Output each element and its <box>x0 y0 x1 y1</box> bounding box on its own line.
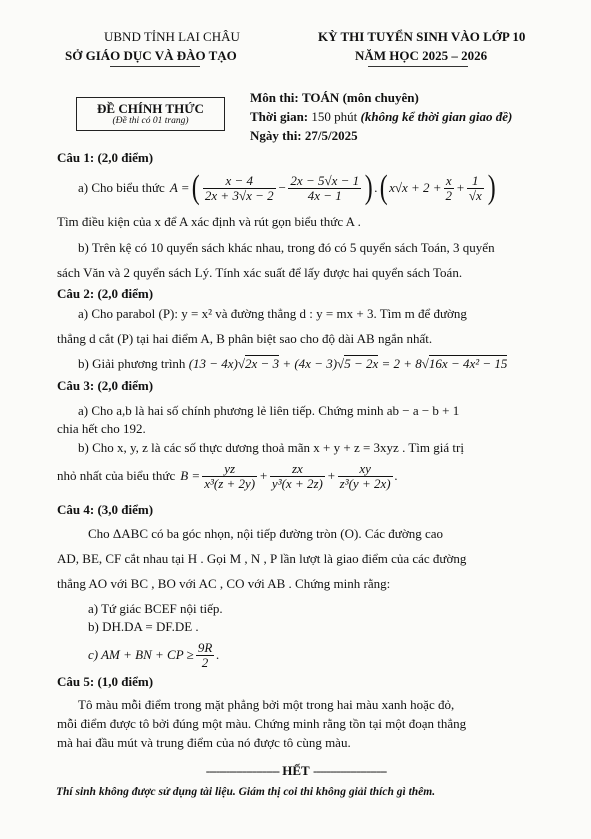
q4-line1: Cho ΔABC có ba góc nhọn, nội tiếp đường tròn (O). Các đường cao <box>88 526 444 541</box>
q2-title: Câu 2: (2,0 điểm) <box>57 286 154 301</box>
q1-expression: a) Cho biểu thức A = ( $\frac{x - 4}{2x + 3√x - 2}$ − $\frac{2x - 5√x - 1}{4x - 1}$ ) . ( x√x + 2 + $\frac{x}{2}$ + $\frac{1}{√x}$ ) <box>78 169 496 206</box>
q5-line3: mà hai đầu mút và trung điểm của nó được tô cùng màu. <box>57 735 351 750</box>
subject-line <box>250 90 419 106</box>
time-value: 150 phút <box>311 109 358 124</box>
q3-title: Câu 3: (2,0 điểm) <box>57 378 154 393</box>
q3-b-label: nhỏ nhất của biểu thức <box>57 468 176 483</box>
subject-label: Môn thi: <box>250 90 299 105</box>
footer-note: Thí sinh không được sử dụng tài liệu. Giám thị coi thi không giải thích gì thêm. <box>56 786 436 798</box>
q4-title: Câu 4: (3,0 điểm) <box>57 502 154 517</box>
q2-a-line1: a) Cho parabol (P): y = x² và đường thẳng d : y = mx + 3. Tìm m để đường <box>78 306 467 321</box>
q4-part-c: c) AM + BN + CP ≥ $\frac{9R}{2}$ . <box>88 639 220 670</box>
q3-b-line1: b) Cho x, y, z là các số thực dương thoả mãn x + y + z = 3xyz . Tìm giá trị <box>78 440 464 455</box>
agency-name: SỞ GIÁO DỤC VÀ ĐÀO TẠO <box>65 48 237 63</box>
q1-a-label: a) Cho biểu thức <box>78 180 165 195</box>
date-label: Ngày thi: <box>250 128 302 143</box>
q5-line2: mỗi điểm được tô bởi đúng một màu. Chứng minh rằng tồn tại một đoạn thẳng <box>57 716 467 731</box>
time-line <box>250 109 512 125</box>
official-title: ĐỀ CHÍNH THỨC <box>97 101 204 116</box>
q1-b-line2: sách Văn và 2 quyển sách Lý. Tính xác suất để lấy được hai quyển sách Toán. <box>57 265 463 280</box>
subject-value: TOÁN (môn chuyên) <box>302 90 419 105</box>
q3-b-expression: nhỏ nhất của biểu thức B = $\frac{yz}{\text{x³(z + 2y)}}$ + $\frac{zx}{\text{y³(x + 2z)}}$ + $\frac{xy}{\text{z³(y + 2x)}}$ . <box>57 460 398 491</box>
time-label: Thời gian: <box>250 109 309 124</box>
time-note: (không kể thời gian giao đề) <box>360 109 513 124</box>
end-mark-text: HẾT <box>282 763 310 778</box>
q4-line2: AD, BE, CF cắt nhau tại H . Gọi M , N , P lần lượt là giao điểm của các đường <box>57 551 467 566</box>
department-name: UBND TỈNH LAI CHÂU <box>104 29 240 44</box>
q2-a-line2: thẳng d cắt (P) tại hai điểm A, B phân biệt sao cho độ dài AB ngắn nhất. <box>57 331 433 346</box>
q1-title: Câu 1: (2,0 điểm) <box>57 150 154 165</box>
end-mark: ---------------------- HẾT ---------------------- <box>205 763 387 778</box>
date-line <box>250 128 358 144</box>
official-exam-box <box>76 97 225 131</box>
q2-b-label: b) Giải phương trình <box>78 356 186 371</box>
exam-name: KỲ THI TUYỂN SINH VÀO LỚP 10 <box>318 29 526 44</box>
q3-a-line1: a) Cho a,b là hai số chính phương lẻ liên tiếp. Chứng minh ab − a − b + 1 <box>78 403 460 418</box>
q4-c-label: c) AM + BN + CP ≥ <box>88 647 194 662</box>
q4-part-a: a) Tứ giác BCEF nội tiếp. <box>88 601 223 616</box>
school-year: NĂM HỌC 2025 – 2026 <box>355 48 488 63</box>
q2-b-equation: b) Giải phương trình (13 − 4x)√2x − 3 + (4x − 3)√5 − 2x = 2 + 8√16x − 4x² − 15 <box>78 356 508 371</box>
q1-a-task: Tìm điều kiện của x để A xác định và rút gọn biểu thức A . <box>57 214 361 229</box>
q3-a-line2: chia hết cho 192. <box>57 421 146 436</box>
header-underline-left <box>110 66 200 67</box>
q1-b-line1: b) Trên kệ có 10 quyển sách khác nhau, trong đó có 5 quyển sách Toán, 3 quyển <box>78 240 495 255</box>
date-value: 27/5/2025 <box>304 128 358 143</box>
q5-title: Câu 5: (1,0 điểm) <box>57 674 154 689</box>
header-underline-right <box>368 66 468 67</box>
q4-line3: thẳng AO với BC , BO với AC , CO với AB . Chứng minh rằng: <box>57 576 391 591</box>
page-count-note: (Đề thi có 01 trang) <box>112 116 189 126</box>
q4-part-b: b) DH.DA = DF.DE . <box>88 619 199 634</box>
q5-line1: Tô màu mỗi điểm trong mặt phẳng bởi một trong hai màu xanh hoặc đỏ, <box>78 697 455 712</box>
